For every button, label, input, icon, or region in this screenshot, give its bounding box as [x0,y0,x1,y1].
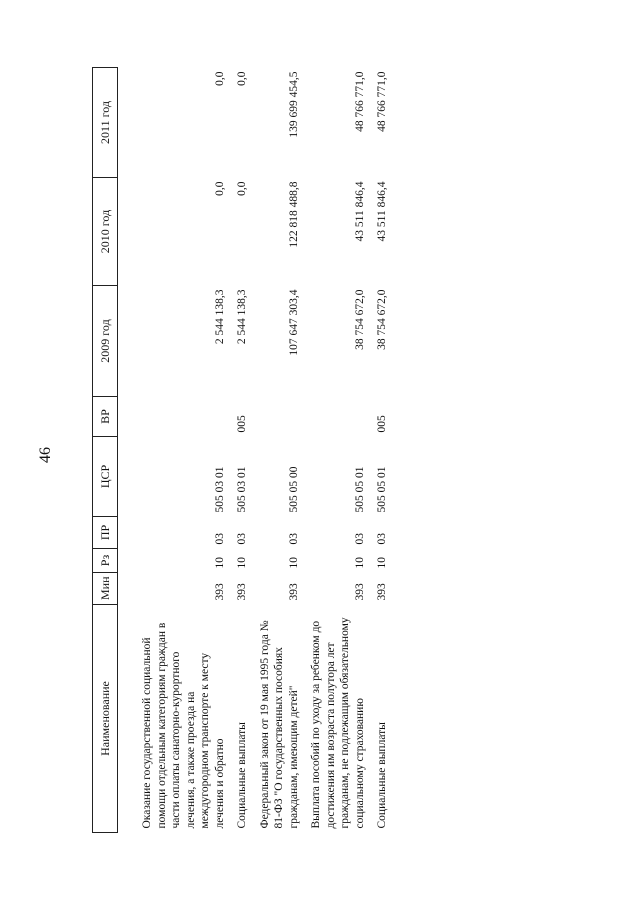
row-vr [254,397,306,437]
row-min: 393 [287,583,300,601]
row-2009: 107 647 303,4 [287,289,300,356]
row-2009: 2 544 138,3 [213,289,226,345]
table-row [371,68,394,833]
row-rz: 10 [353,557,366,569]
header-csr: ЦСР [93,437,118,517]
row-min: 393 [376,583,388,601]
row-min: 393 [213,583,226,601]
row-rz: 10 [213,557,226,569]
row-csr: 505 05 01 [376,466,388,513]
header-2009: 2009 год [93,286,118,397]
header-name: Наименование [93,605,118,833]
row-rz: 10 [376,557,388,569]
row-2011: 48 766 771,0 [376,71,388,132]
row-2011: 48 766 771,0 [353,71,366,132]
header-pr: ПР [93,517,118,549]
row-2011: 0,0 [213,71,226,86]
header-vr: ВР [93,397,118,437]
row-rz: 10 [287,557,300,569]
row-name: Выплата пособий по уходу за ребенком до достижения им возраста полутора лет гражданам, не подлежащим обязательному социальному страхованию [310,617,366,829]
row-2011: 0,0 [236,71,248,86]
row-name: Федеральный закон от 19 мая 1995 года № 81-ФЗ "О государственных пособиях гражданам, имеющим детей" [258,620,300,829]
row-min: 393 [236,583,248,601]
row-rz: 10 [236,557,248,569]
row-2011: 139 699 454,5 [287,71,300,138]
table-row [254,68,306,833]
budget-table-rotated [92,68,532,833]
row-2010: 122 818 488,8 [287,181,300,248]
row-vr [305,397,371,437]
table-row [305,68,371,833]
row-vr: 005 [376,415,388,433]
row-name: Социальные выплаты [236,722,248,829]
table-row [231,68,254,833]
row-vr: 005 [236,415,248,433]
row-2010: 0,0 [236,181,248,196]
row-pr: 03 [213,533,226,545]
row-pr: 03 [287,533,300,545]
table-body [118,68,394,833]
header-2011: 2011 год [93,68,118,178]
header-rz: Рз [93,549,118,573]
page-number: 46 [37,447,54,463]
row-pr: 03 [376,533,388,545]
header-min: Мин [93,573,118,605]
row-name: Социальные выплаты [376,722,388,829]
row-csr: 505 03 01 [213,466,226,513]
row-csr: 505 05 00 [287,466,300,513]
row-2009: 38 754 672,0 [353,289,366,350]
spacer-row [118,68,137,833]
row-csr: 505 03 01 [236,466,248,513]
row-2010: 43 511 846,4 [353,181,366,242]
row-2010: 43 511 846,4 [376,181,388,242]
budget-table [92,67,394,833]
table-header [93,68,118,833]
row-name: Оказание государственной социальной помощи отдельным категориям граждан в части оплаты санаторно-курортного лечения, а также проезда на междугородном транспорте к месту лечения и обратно [141,622,226,829]
row-2009: 2 544 138,3 [236,289,248,345]
header-2010: 2010 год [93,178,118,286]
row-vr [136,397,231,437]
row-2009: 38 754 672,0 [376,289,388,350]
row-csr: 505 05 01 [353,466,366,513]
row-min: 393 [353,583,366,601]
row-pr: 03 [236,533,248,545]
row-pr: 03 [353,533,366,545]
row-2010: 0,0 [213,181,226,196]
table-row [136,68,231,833]
